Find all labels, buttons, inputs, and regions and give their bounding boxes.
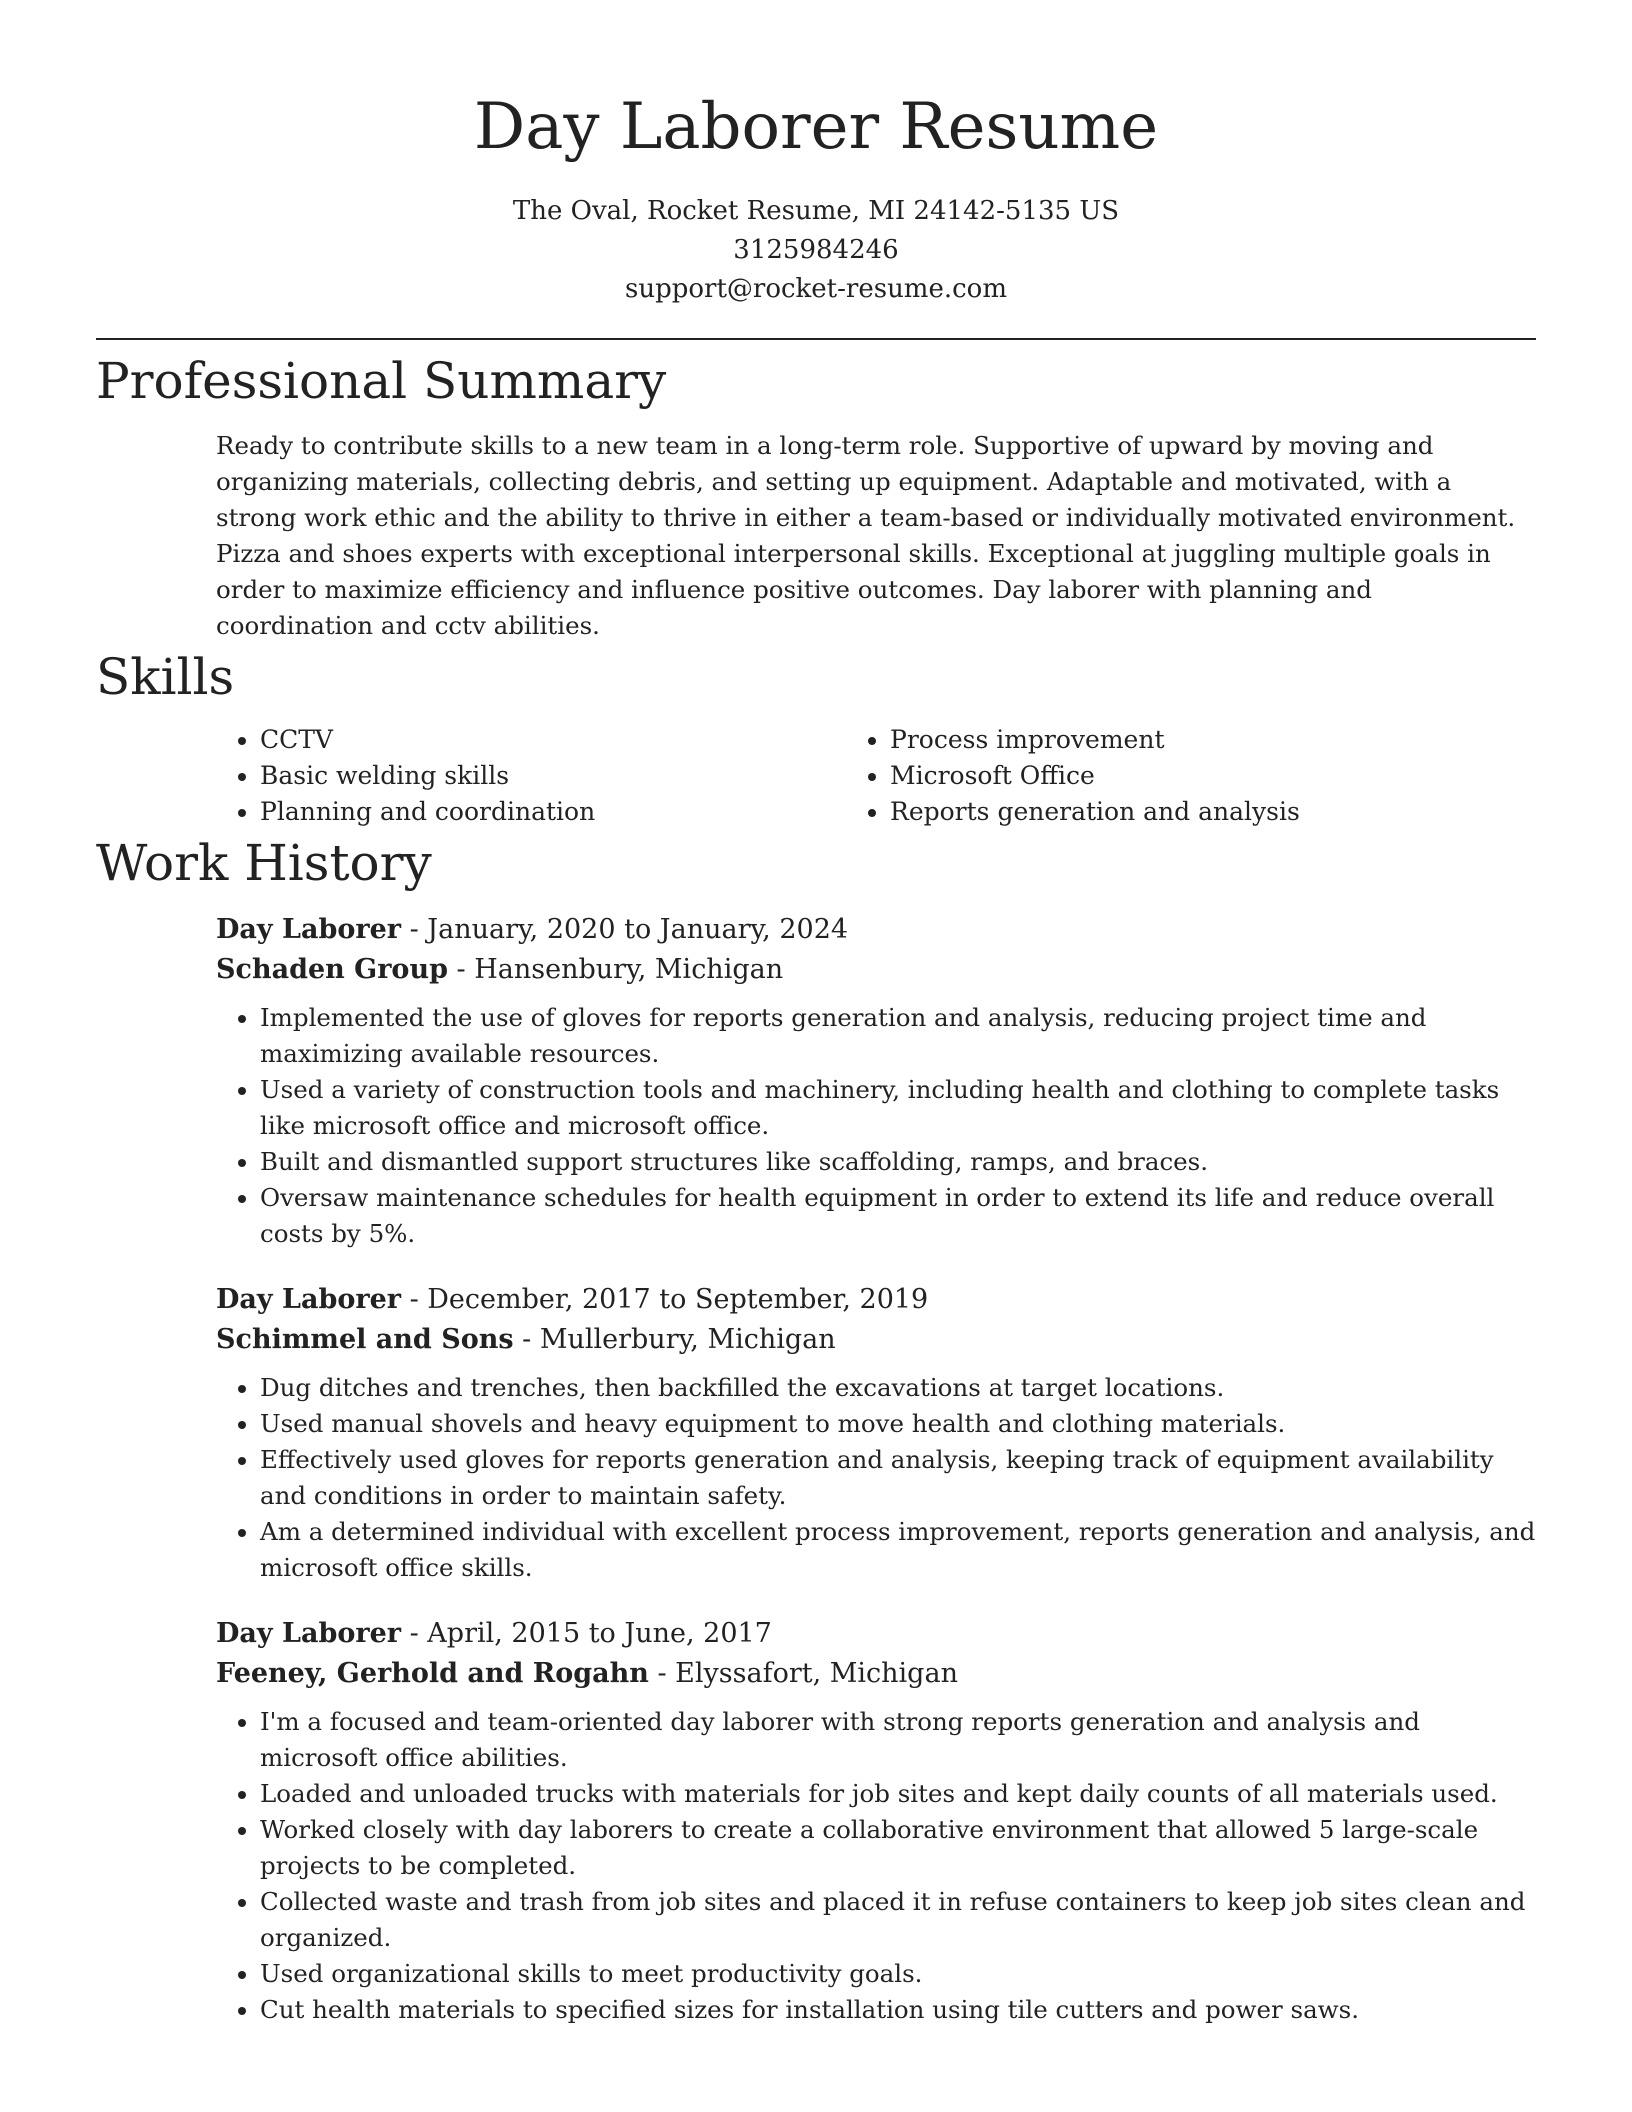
job-bullet: • Loaded and unloaded trucks with materials for job sites and kept daily counts of all materials used. [260, 1776, 1536, 1812]
skills-column-1 [216, 722, 866, 830]
job-location: - Elyssafort, Michigan [648, 1658, 958, 1689]
skills-list [216, 722, 1536, 830]
job-dates: - April, 2015 to June, 2017 [401, 1618, 772, 1649]
job-bullets [216, 1000, 1536, 1252]
job-bullet: • Dug ditches and trenches, then backfilled the excavations at target locations. [260, 1370, 1536, 1406]
job-title-line [216, 910, 1536, 950]
job-bullet: • Used organizational skills to meet productivity goals. [260, 1956, 1536, 1992]
job-bullet: • Used manual shovels and heavy equipment to move health and clothing materials. [260, 1406, 1536, 1442]
job-company-line [216, 950, 1536, 990]
skill-item: • Basic welding skills [260, 758, 866, 794]
job-title-line [216, 1280, 1536, 1320]
resume-page [96, 0, 1536, 2028]
job-title-line [216, 1614, 1536, 1654]
job-company: Schimmel and Sons [216, 1324, 514, 1355]
resume-title: Day Laborer Resume [473, 90, 1159, 164]
job-entry [216, 1280, 1536, 1586]
contact-email: support@rocket-resume.com [624, 274, 1007, 304]
contact-address: The Oval, Rocket Resume, MI 24142-5135 US [512, 196, 1120, 226]
job-bullet: • Effectively used gloves for reports generation and analysis, keeping track of equipment availability and conditions in order to maintain safety. [260, 1442, 1536, 1514]
header-divider [96, 338, 1536, 340]
job-company-line [216, 1320, 1536, 1360]
skill-item: • Reports generation and analysis [890, 794, 1516, 830]
contact-phone: 3125984246 [733, 235, 899, 265]
job-bullet: • Worked closely with day laborers to create a collaborative environment that allowed 5 large-scale projects to be completed. [260, 1812, 1536, 1884]
skill-item: • Process improvement [890, 722, 1516, 758]
job-company-line [216, 1654, 1536, 1694]
job-title: Day Laborer [216, 914, 401, 945]
skills-heading: Skills [96, 648, 235, 706]
job-entry [216, 1614, 1536, 2028]
skill-item: • Planning and coordination [260, 794, 866, 830]
job-location: - Hansenbury, Michigan [447, 954, 784, 985]
work-history-heading: Work History [96, 834, 432, 892]
job-bullet: • Am a determined individual with excellent process improvement, reports generation and analysis, and microsoft office skills. [260, 1514, 1536, 1586]
job-bullet: • I'm a focused and team-oriented day laborer with strong reports generation and analysis and microsoft office abilities. [260, 1704, 1536, 1776]
job-location: - Mullerbury, Michigan [513, 1324, 836, 1355]
skill-item: • Microsoft Office [890, 758, 1516, 794]
job-bullet: • Cut health materials to specified sizes for installation using tile cutters and power saws. [260, 1992, 1536, 2028]
contact-block [96, 192, 1536, 309]
summary-text: Ready to contribute skills to a new team in a long-term role. Supportive of upward by moving and organizing materials, collecting debris, and setting up equipment. Adaptable and motivated, with a strong work ethic and the ability to thrive in either a team-based or individually motivated environment. Pizza and shoes experts with exceptional interpersonal skills. Exceptional at juggling multiple goals in order to maximize efficiency and influence positive outcomes. Day laborer with planning and coordination and cctv abilities. [216, 431, 1516, 640]
job-bullet: • Collected waste and trash from job sites and placed it in refuse containers to keep job sites clean and organized. [260, 1884, 1536, 1956]
job-entry [216, 910, 1536, 1252]
skill-item: • CCTV [260, 722, 866, 758]
job-title: Day Laborer [216, 1618, 401, 1649]
job-bullet: • Built and dismantled support structures like scaffolding, ramps, and braces. [260, 1144, 1536, 1180]
job-bullet: • Implemented the use of gloves for reports generation and analysis, reducing project time and maximizing available resources. [260, 1000, 1536, 1072]
job-dates: - January, 2020 to January, 2024 [401, 914, 849, 945]
job-company: Schaden Group [216, 954, 448, 985]
job-bullet: • Oversaw maintenance schedules for health equipment in order to extend its life and reduce overall costs by 5%. [260, 1180, 1536, 1252]
job-bullet: • Used a variety of construction tools and machinery, including health and clothing to complete tasks like microsoft office and microsoft office. [260, 1072, 1536, 1144]
job-dates: - December, 2017 to September, 2019 [401, 1284, 929, 1315]
job-title: Day Laborer [216, 1284, 401, 1315]
job-company: Feeney, Gerhold and Rogahn [216, 1658, 649, 1689]
job-bullets [216, 1370, 1536, 1586]
skills-column-2 [866, 722, 1516, 830]
summary-heading: Professional Summary [96, 352, 667, 410]
job-bullets [216, 1704, 1536, 2028]
